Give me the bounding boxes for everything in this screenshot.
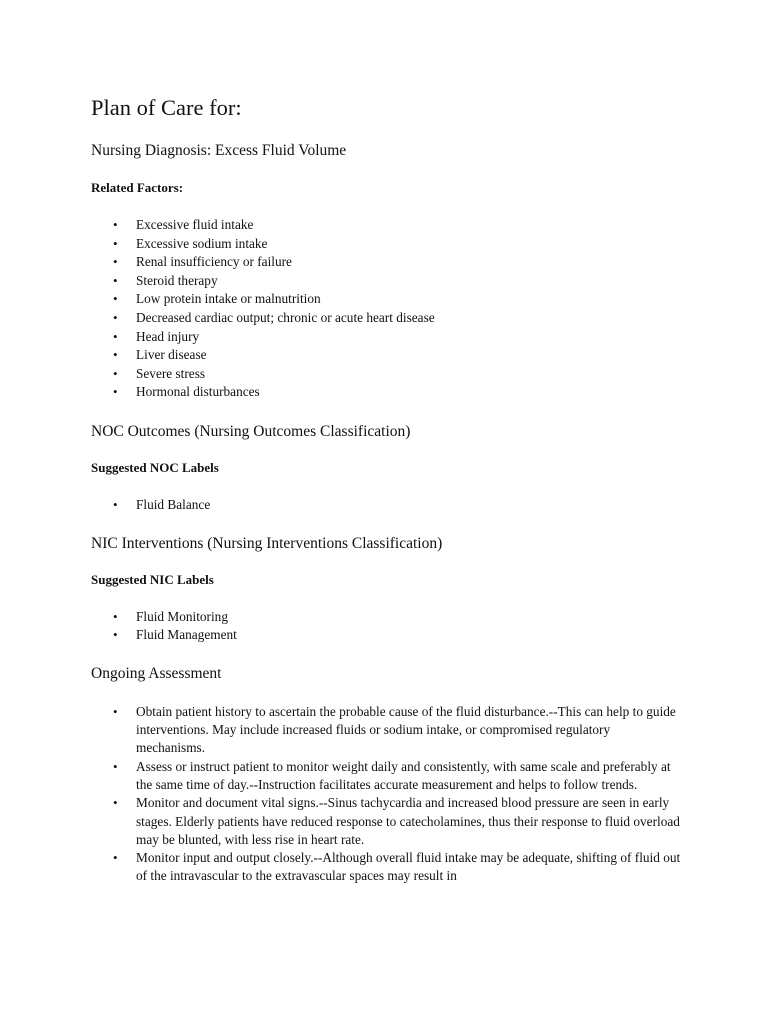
list-item-text: Monitor input and output closely.--Although overall fluid intake may be adequate, shifting of fluid out of the intravascular to the extravascular spaces may result in [136,850,681,884]
list-item-text: Fluid Balance [136,496,211,512]
document-body [91,94,681,886]
bullet-icon: • [113,347,118,363]
list-item-text: Hormonal disturbances [136,384,260,400]
list-item-text: Assess or instruct patient to monitor weight daily and consistently, with same scale and preferably at the same time of day.--Instruction facilitates accurate measurement and helps to follow trends. [136,758,671,792]
list-item-text: Fluid Management [136,627,237,643]
page-title: Plan of Care for: [91,95,242,120]
bullet-icon: • [113,850,118,866]
list-item-text: Liver disease [136,347,207,363]
list-item [91,235,681,254]
list-item [91,496,681,515]
list-item-text: Obtain patient history to ascertain the probable cause of the fluid disturbance.--This can help to guide interventions. May include increased fluids or sodium intake, or compromised regulatory mechanisms. [136,703,676,756]
bullet-icon: • [113,795,118,811]
list-item [91,758,681,795]
list-item [91,849,681,886]
list-item [91,272,681,291]
list-item-text: Fluid Monitoring [136,608,228,624]
bullet-icon: • [113,328,118,344]
list-item [91,703,681,758]
list-item-text: Head injury [136,328,200,344]
bullet-icon: • [113,309,118,325]
bullet-icon: • [113,365,118,381]
bullet-icon: • [113,758,118,774]
list-item [91,253,681,272]
nic-labels-subheading: Suggested NIC Labels [91,571,214,587]
noc-outcomes-heading: NOC Outcomes (Nursing Outcomes Classification) [91,422,411,440]
bullet-icon: • [113,384,118,400]
list-item [91,216,681,235]
bullet-icon: • [113,703,118,719]
bullet-icon: • [113,608,118,624]
list-item [91,328,681,347]
nursing-diagnosis-heading: Nursing Diagnosis: Excess Fluid Volume [91,142,347,159]
list-item [91,309,681,328]
bullet-icon: • [113,627,118,643]
list-item-text: Decreased cardiac output; chronic or acute heart disease [136,309,435,325]
list-item [91,383,681,402]
list-item-text: Severe stress [136,365,206,381]
list-item [91,346,681,365]
ongoing-assessment-list [91,703,681,886]
list-item-text: Steroid therapy [136,272,218,288]
list-item-text: Excessive sodium intake [136,235,268,251]
list-item-text: Low protein intake or malnutrition [136,291,321,307]
related-factors-heading: Related Factors: [91,180,184,195]
list-item [91,626,681,645]
list-item [91,794,681,849]
nic-interventions-heading: NIC Interventions (Nursing Interventions Classification) [91,534,443,552]
list-item [91,608,681,627]
noc-labels-subheading: Suggested NOC Labels [91,459,219,475]
noc-labels-list [91,496,681,515]
list-item-text: Monitor and document vital signs.--Sinus tachycardia and increased blood pressure are seen in early stages. Elderly patients have reduced response to catecholamines, thus their response to fluid overload may be blunted, with less rise in heart rate. [136,795,680,847]
bullet-icon: • [113,235,118,251]
bullet-icon: • [113,272,118,288]
bullet-icon: • [113,217,118,232]
bullet-icon: • [113,291,118,307]
ongoing-assessment-heading: Ongoing Assessment [91,664,222,682]
nic-labels-list [91,608,681,645]
related-factors-list [91,216,681,402]
bullet-icon: • [113,254,118,270]
list-item [91,290,681,309]
bullet-icon: • [113,496,118,512]
list-item-text: Excessive fluid intake [136,217,254,232]
list-item-text: Renal insufficiency or failure [136,254,292,270]
list-item [91,365,681,384]
